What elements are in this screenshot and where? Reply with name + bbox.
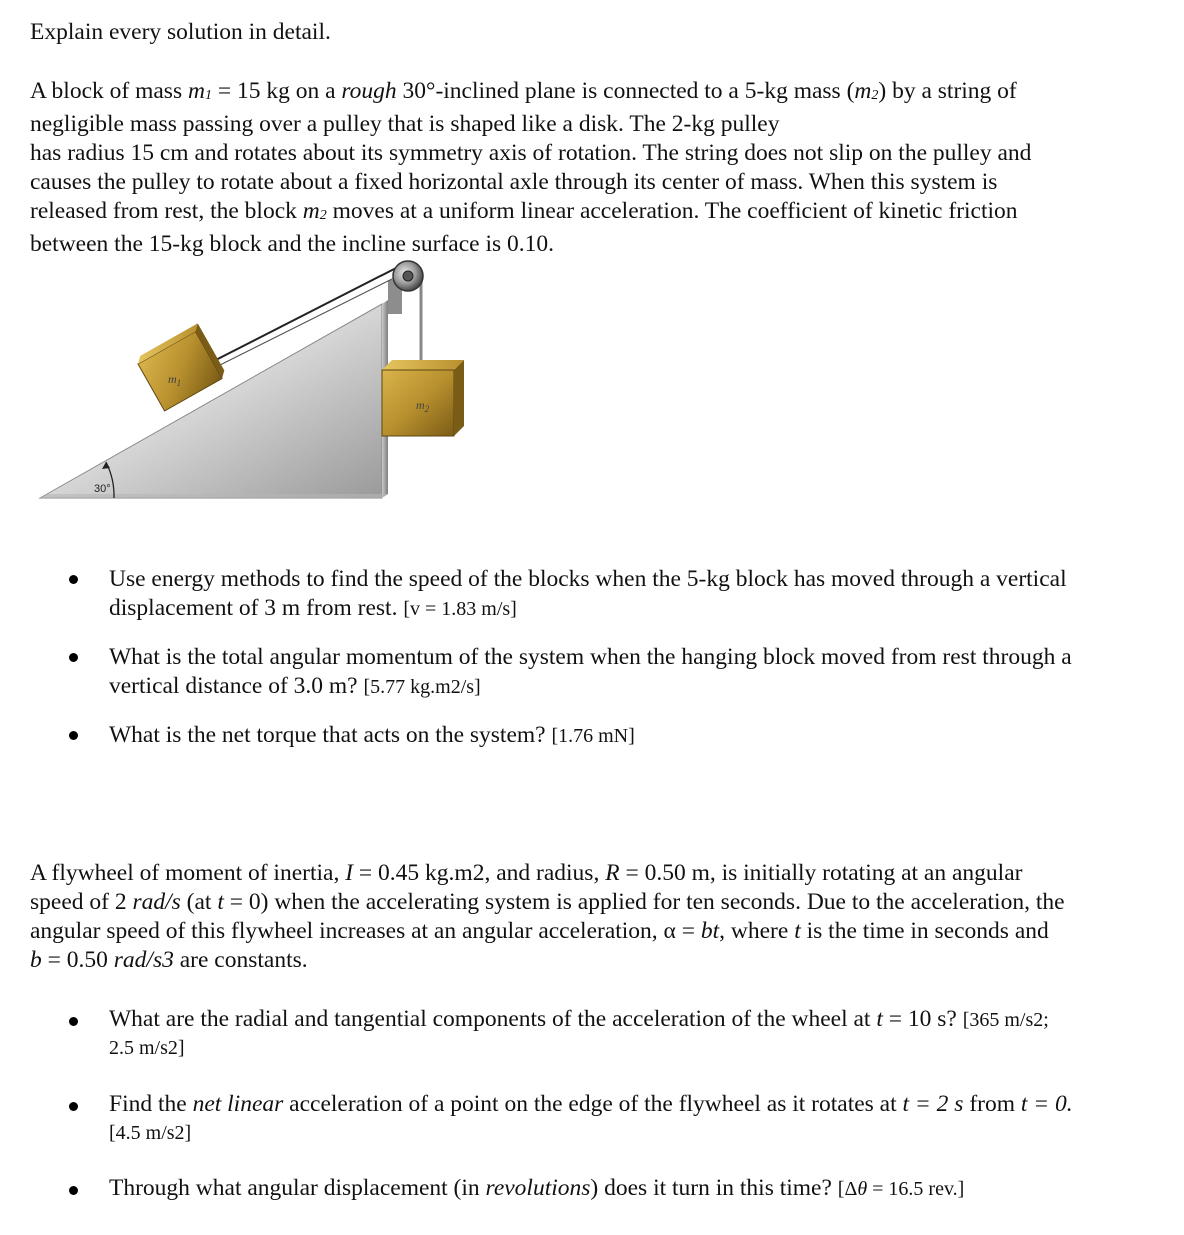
problem2-line-3: angular speed of this flywheel increases at an angular acceleration, α = bt, where t is the time in seconds and: [30, 918, 1049, 944]
angle-label: 30°: [94, 483, 111, 495]
problem2-line-1: A flywheel of moment of inertia, I = 0.45 kg.m2, and radius, R = 0.50 m, is initially rotating at an angular: [30, 860, 1023, 886]
label-m1: $m_1$: [168, 372, 182, 388]
incline-base-edge: [40, 494, 388, 498]
instruction-text: Explain every solution in detail.: [30, 19, 331, 45]
bullet-dot: [69, 575, 78, 584]
incline-diagram: [36, 252, 476, 504]
pulley-axle: [403, 271, 413, 281]
block-m1: [135, 323, 227, 411]
bullet-dot: [69, 1102, 78, 1111]
problem2-line-4: b = 0.50 rad/s3 are constants.: [30, 947, 308, 973]
problem1-line-4: causes the pulley to rotate about a fixed horizontal axle through its center of mass. When this system is: [30, 169, 998, 195]
problem2-line-2: speed of 2 rad/s (at t = 0) when the accelerating system is applied for ten seconds. Due to the acceleration, the: [30, 889, 1065, 915]
bullet-dot: [69, 1017, 78, 1026]
problem1-line-3: has radius 15 cm and rotates about its symmetry axis of rotation. The string does not slip on the pulley and: [30, 140, 1032, 166]
problem1-line-6: between the 15-kg block and the incline surface is 0.10.: [30, 231, 555, 257]
problem2-paragraph: [30, 859, 1160, 975]
incline-wedge: [40, 304, 382, 498]
problem1-line-2: negligible mass passing over a pulley that is shaped like a disk. The 2-kg pulley: [30, 111, 780, 137]
bullet-dot: [69, 731, 78, 740]
label-m2: $m_2$: [416, 398, 430, 414]
problem1-line-1: A block of mass $m_1 = 15$ kg on a rough 30°-inclined plane is connected to a 5-kg mass $(m_2)$ by a string of: [30, 78, 1017, 104]
bullet-dot: [69, 653, 78, 662]
incline-figure: [36, 252, 476, 504]
problem1-line-5: released from rest, the block $m_2$ moves at a uniform linear acceleration. The coefficient of kinetic friction: [30, 198, 1018, 224]
problem1-paragraph: [30, 77, 1160, 259]
bullet-dot: [69, 1186, 78, 1195]
